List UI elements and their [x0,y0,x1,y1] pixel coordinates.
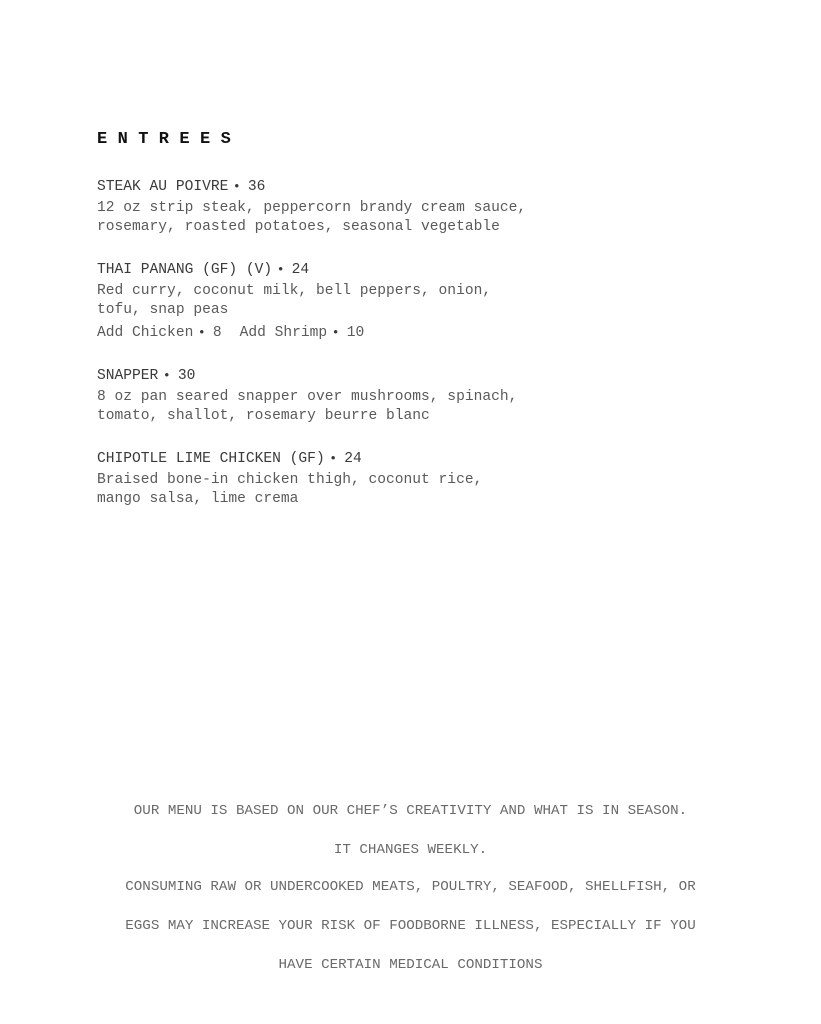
menu-item-price: 24 [291,262,310,278]
menu-item-description [97,471,482,509]
bullet-separator: • [276,262,285,277]
menu-item-price: 24 [344,451,362,467]
section-title-entrees: ENTREES [97,130,242,149]
menu-item-steak-au-poivre [97,177,526,237]
addon-chicken-price: 8 [212,325,222,341]
addon-shrimp-price: 10 [346,325,365,341]
warning-line: HAVE CERTAIN MEDICAL CONDITIONS [278,956,543,973]
description-line: mango salsa, lime crema [97,491,299,507]
bullet-separator: • [162,368,171,383]
menu-item-name: THAI PANANG (GF) (V) [97,262,273,278]
warning-line: EGGS MAY INCREASE YOUR RISK OF FOODBORNE ILLNESS, ESPECIALLY IF YOU [125,917,696,934]
addon-shrimp-label: Add Shrimp [239,325,328,341]
menu-item-name: SNAPPER [97,368,159,384]
menu-item-description [97,282,491,320]
description-line: 8 oz pan seared snapper over mushrooms, spinach, [97,389,518,405]
menu-item-price: 36 [247,179,266,195]
seasonal-note-line: IT CHANGES WEEKLY. [333,841,488,858]
description-line: Red curry, coconut milk, bell peppers, onion, [97,283,492,299]
bullet-separator: • [329,451,338,466]
menu-item-header [97,177,526,199]
bullet-separator: • [331,325,340,340]
menu-item-name: STEAK AU POIVRE [97,179,229,195]
menu-item-chipotle-lime-chicken [97,449,482,509]
description-line: tomato, shallot, rosemary beurre blanc [97,408,430,424]
description-line: Braised bone-in chicken thigh, coconut rice, [97,472,483,488]
bullet-separator: • [232,179,241,194]
description-line: tofu, snap peas [97,302,229,318]
menu-item-header [97,449,482,471]
menu-item-price: 30 [177,368,196,384]
description-line: 12 oz strip steak, peppercorn brandy cream sauce, [97,200,527,216]
menu-item-description [97,388,517,426]
menu-item-description [97,199,526,237]
menu-item-snapper [97,366,517,426]
food-safety-warning [0,858,821,995]
seasonal-note-line: OUR MENU IS BASED ON OUR CHEF’S CREATIVITY AND WHAT IS IN SEASON. [133,802,688,819]
warning-line: CONSUMING RAW OR UNDERCOOKED MEATS, POULTRY, SEAFOOD, SHELLFISH, OR [125,878,696,895]
menu-item-thai-panang [97,260,491,343]
addon-chicken-label: Add Chicken [97,325,194,341]
menu-item-header [97,260,491,282]
description-line: rosemary, roasted potatoes, seasonal vegetable [97,219,500,235]
menu-item-name: CHIPOTLE LIME CHICKEN (GF) [97,451,325,467]
menu-item-addons [97,323,491,343]
bullet-separator: • [197,325,206,340]
menu-item-header [97,366,517,388]
